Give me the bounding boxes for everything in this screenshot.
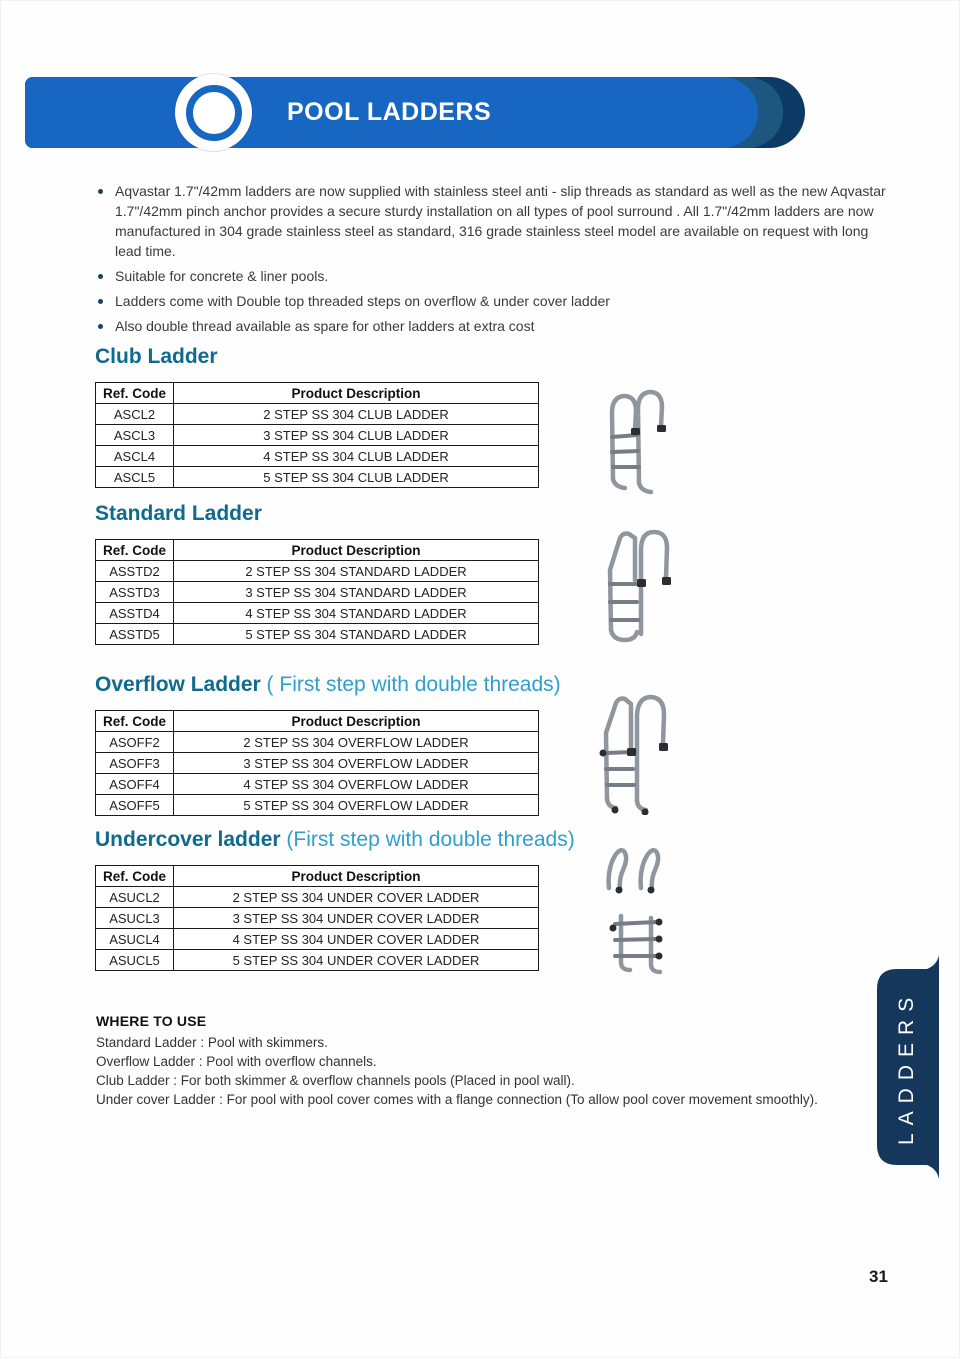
ref-code-cell: ASSTD4 [96, 603, 174, 624]
description-cell: 2 STEP SS 304 OVERFLOW LADDER [174, 732, 539, 753]
where-to-use-line: Overflow Ladder : Pool with overflow channels. [96, 1054, 377, 1069]
table-row [96, 929, 539, 950]
table-row [96, 603, 539, 624]
description-cell: 5 STEP SS 304 OVERFLOW LADDER [174, 795, 539, 816]
description-cell: 3 STEP SS 304 CLUB LADDER [174, 425, 539, 446]
ref-code-cell: ASCL3 [96, 425, 174, 446]
column-header-description: Product Description [174, 383, 539, 404]
table-row [96, 582, 539, 603]
description-cell: 5 STEP SS 304 UNDER COVER LADDER [174, 950, 539, 971]
table-row [96, 732, 539, 753]
column-header-ref-code: Ref. Code [96, 711, 174, 732]
section-title: Club Ladder [95, 345, 218, 368]
column-header-description: Product Description [174, 540, 539, 561]
undercover-ladder-table [95, 865, 539, 971]
description-cell: 5 STEP SS 304 CLUB LADDER [174, 467, 539, 488]
description-cell: 4 STEP SS 304 OVERFLOW LADDER [174, 774, 539, 795]
section-heading [95, 345, 541, 369]
table-header-row [96, 711, 539, 732]
side-tab-ladders[interactable] [873, 951, 941, 1183]
table-row [96, 404, 539, 425]
page-title: POOL LADDERS [287, 98, 492, 126]
section-title: Overflow Ladder [95, 673, 261, 696]
description-cell: 3 STEP SS 304 UNDER COVER LADDER [174, 908, 539, 929]
ref-code-cell: ASUCL5 [96, 950, 174, 971]
bullet-text: Suitable for concrete & liner pools. [115, 268, 329, 284]
bullet-text: Also double thread available as spare for other ladders at extra cost [115, 318, 535, 334]
table-row [96, 467, 539, 488]
description-cell: 3 STEP SS 304 STANDARD LADDER [174, 582, 539, 603]
bullet-dot-icon [98, 189, 103, 194]
bullet-text: Aqvastar 1.7"/42mm ladders are now supplied with stainless steel anti - slip threads as standard as well as the new Aqvastar 1.7"/42mm pinch anchor provides a secure sturdy installation on all types of pool surround . All 1.7"/42mm ladders are now manufactured in 304 grade stainless steel as standard, 316 grade stainless steel model are available on request with long lead time. [115, 183, 886, 259]
bullet-dot-icon [98, 274, 103, 279]
section-subtitle: (First step with double threads) [280, 828, 575, 851]
table-row [96, 446, 539, 467]
description-cell: 2 STEP SS 304 CLUB LADDER [174, 404, 539, 425]
section-title: Undercover ladder [95, 828, 281, 851]
section-club-ladder [95, 345, 541, 488]
table-row [96, 795, 539, 816]
section-standard-ladder [95, 502, 541, 645]
standard-ladder-table [95, 539, 539, 645]
ref-code-cell: ASSTD3 [96, 582, 174, 603]
column-header-ref-code: Ref. Code [96, 383, 174, 404]
where-to-use-line: Club Ladder : For both skimmer & overflow channels pools (Placed in pool wall). [96, 1073, 575, 1088]
bullet-item [96, 181, 896, 261]
ref-code-cell: ASOFF5 [96, 795, 174, 816]
table-row [96, 561, 539, 582]
ref-code-cell: ASOFF4 [96, 774, 174, 795]
where-to-use-heading: WHERE TO USE [96, 1013, 207, 1029]
column-header-ref-code: Ref. Code [96, 866, 174, 887]
table-row [96, 425, 539, 446]
club-ladder-image [597, 379, 679, 495]
overflow-ladder-image [591, 689, 679, 815]
column-header-description: Product Description [174, 866, 539, 887]
ref-code-cell: ASSTD2 [96, 561, 174, 582]
intro-bullet-list [96, 181, 896, 341]
table-row [96, 753, 539, 774]
description-cell: 5 STEP SS 304 STANDARD LADDER [174, 624, 539, 645]
bullet-dot-icon [98, 299, 103, 304]
bullet-text: Ladders come with Double top threaded steps on overflow & under cover ladder [115, 293, 610, 309]
header-banner [25, 77, 758, 148]
page-number: 31 [869, 1267, 888, 1286]
ref-code-cell: ASUCL4 [96, 929, 174, 950]
where-to-use-line: Standard Ladder : Pool with skimmers. [96, 1035, 328, 1050]
standard-ladder-image [597, 522, 677, 648]
where-to-use-line: Under cover Ladder : For pool with pool cover comes with a flange connection (To allow pool cover movement smoothly). [96, 1092, 818, 1107]
description-cell: 2 STEP SS 304 UNDER COVER LADDER [174, 887, 539, 908]
description-cell: 4 STEP SS 304 CLUB LADDER [174, 446, 539, 467]
table-header-row [96, 540, 539, 561]
description-cell: 4 STEP SS 304 UNDER COVER LADDER [174, 929, 539, 950]
bullet-dot-icon [98, 324, 103, 329]
section-title: Standard Ladder [95, 502, 262, 525]
ref-code-cell: ASCL5 [96, 467, 174, 488]
overflow-ladder-table [95, 710, 539, 816]
description-cell: 2 STEP SS 304 STANDARD LADDER [174, 561, 539, 582]
section-subtitle: ( First step with double threads) [260, 673, 561, 696]
ref-code-cell: ASCL4 [96, 446, 174, 467]
table-row [96, 774, 539, 795]
bullet-item [96, 291, 896, 311]
ref-code-cell: ASUCL3 [96, 908, 174, 929]
ref-code-cell: ASUCL2 [96, 887, 174, 908]
section-overflow-ladder [95, 673, 561, 816]
ref-code-cell: ASCL2 [96, 404, 174, 425]
where-to-use [96, 1013, 876, 1109]
description-cell: 3 STEP SS 304 OVERFLOW LADDER [174, 753, 539, 774]
ref-code-cell: ASSTD5 [96, 624, 174, 645]
column-header-ref-code: Ref. Code [96, 540, 174, 561]
section-heading [95, 673, 561, 697]
ref-code-cell: ASOFF3 [96, 753, 174, 774]
table-row [96, 950, 539, 971]
table-row [96, 908, 539, 929]
section-heading [95, 502, 541, 526]
section-heading [95, 828, 575, 852]
description-cell: 4 STEP SS 304 STANDARD LADDER [174, 603, 539, 624]
side-tab-label: LADDERS [895, 989, 918, 1145]
table-row [96, 887, 539, 908]
table-header-row [96, 383, 539, 404]
column-header-description: Product Description [174, 711, 539, 732]
bullet-item [96, 316, 896, 336]
section-undercover-ladder [95, 828, 575, 971]
table-header-row [96, 866, 539, 887]
ring-logo-icon [175, 74, 252, 151]
bullet-item [96, 266, 896, 286]
club-ladder-table [95, 382, 539, 488]
undercover-ladder-image [599, 844, 671, 980]
ref-code-cell: ASOFF2 [96, 732, 174, 753]
table-row [96, 624, 539, 645]
